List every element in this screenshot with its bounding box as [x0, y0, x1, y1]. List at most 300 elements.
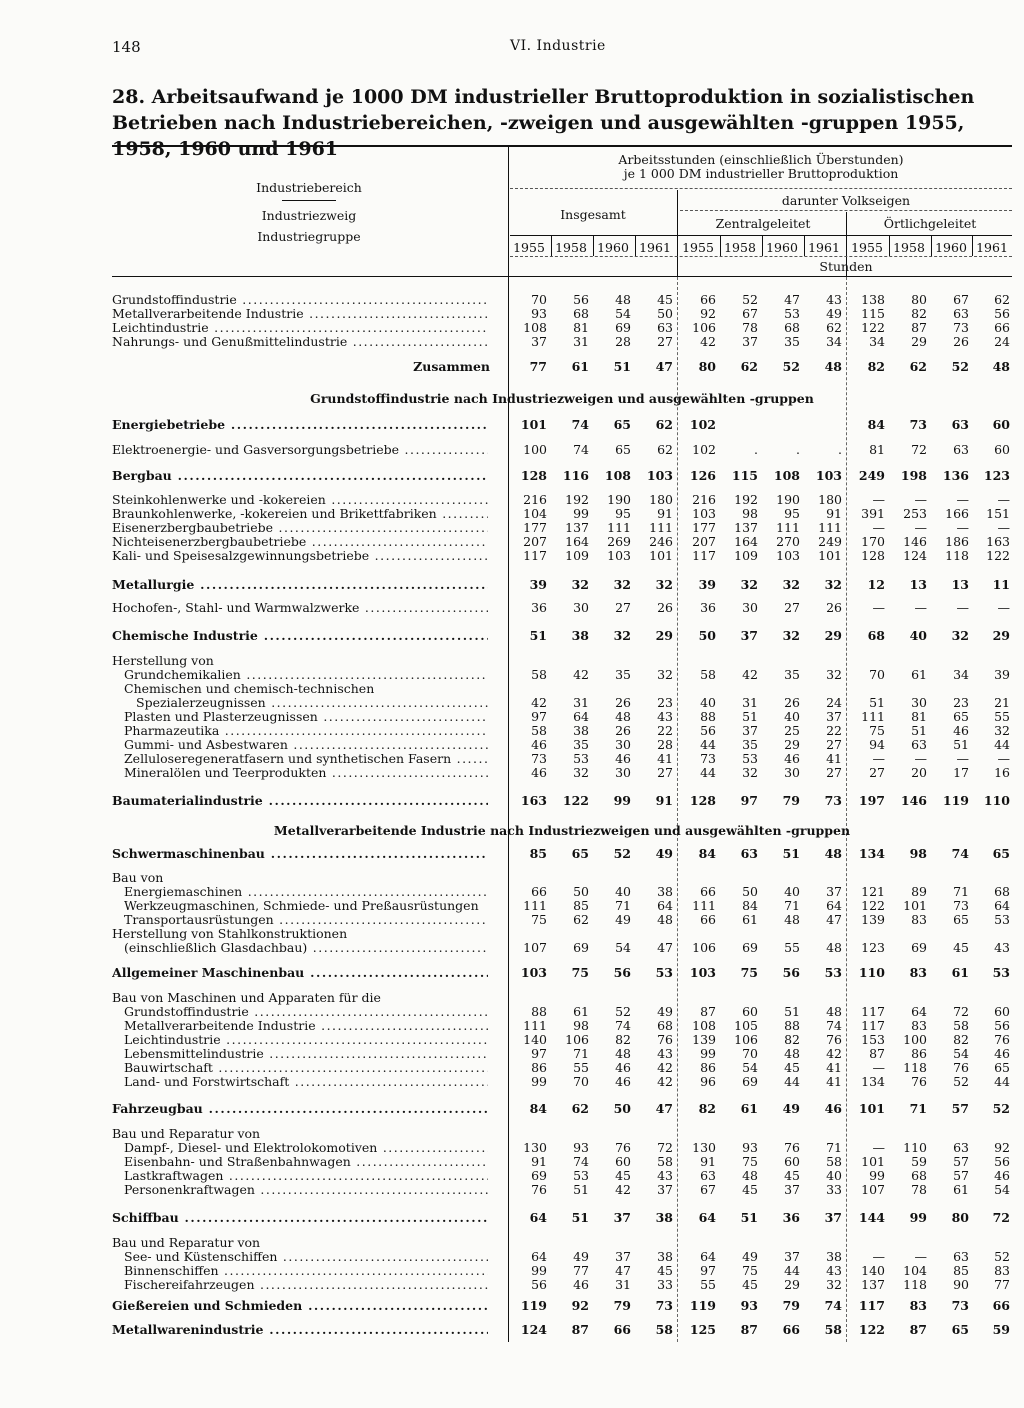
value-cell: 72 — [911, 442, 927, 457]
value-cell: 61 — [911, 667, 927, 682]
value-cell: 25 — [784, 723, 800, 738]
table-row — [112, 293, 1012, 307]
value-cell: 52 — [951, 359, 969, 374]
value-cell: 49 — [655, 846, 673, 861]
value-cell: 97 — [700, 1263, 716, 1278]
value-cell: 48 — [615, 292, 631, 307]
value-cell: 52 — [992, 1101, 1010, 1116]
value-cell: 48 — [615, 1046, 631, 1061]
value-cell: 65 — [951, 1322, 969, 1337]
value-cell: 62 — [571, 1101, 589, 1116]
value-cell: 186 — [945, 534, 969, 549]
value-cell: 75 — [742, 1154, 758, 1169]
value-cell: 137 — [734, 520, 758, 535]
top-rule — [112, 145, 1012, 147]
value-cell: 190 — [607, 492, 631, 507]
value-cell: — — [956, 751, 969, 766]
value-cell: 84 — [529, 1101, 547, 1116]
value-cell: 38 — [657, 884, 673, 899]
section-heading-metall: Metallverarbeitende Industrie nach Industriezweigen und ausgewählten -gruppen — [273, 823, 851, 838]
value-cell: — — [956, 492, 969, 507]
value-cell: 65 — [992, 846, 1010, 861]
value-cell: 87 — [740, 1322, 758, 1337]
value-cell: 76 — [784, 1140, 800, 1155]
value-cell: 136 — [942, 468, 969, 483]
value-cell: 146 — [900, 793, 927, 808]
value-cell: 63 — [740, 846, 758, 861]
value-cell: 27 — [657, 334, 673, 349]
value-cell: 30 — [911, 695, 927, 710]
value-cell: 164 — [565, 534, 589, 549]
value-cell: 45 — [784, 1168, 800, 1183]
value-cell: 37 — [657, 1182, 673, 1197]
value-cell: 166 — [945, 506, 969, 521]
value-cell: 44 — [994, 737, 1010, 752]
value-cell: 56 — [613, 965, 631, 980]
value-cell: 40 — [784, 709, 800, 724]
value-cell: 61 — [573, 1004, 589, 1019]
value-cell: 37 — [784, 1182, 800, 1197]
value-cell: 17 — [953, 765, 969, 780]
value-cell: 101 — [861, 1154, 885, 1169]
value-cell: 75 — [742, 1263, 758, 1278]
value-cell: 67 — [742, 306, 758, 321]
value-cell: 61 — [742, 912, 758, 927]
value-cell: 81 — [869, 442, 885, 457]
value-cell: 39 — [529, 577, 547, 592]
value-cell: 101 — [858, 1101, 885, 1116]
value-cell: 26 — [615, 695, 631, 710]
value-cell: 62 — [740, 359, 758, 374]
value-cell: 56 — [994, 1154, 1010, 1169]
value-cell: 138 — [861, 292, 885, 307]
year-header-cell: 1955 — [682, 240, 714, 255]
value-cell: 82 — [615, 1032, 631, 1047]
value-cell: 34 — [826, 334, 842, 349]
value-cell: 58 — [531, 667, 547, 682]
value-cell: 58 — [824, 1322, 842, 1337]
value-cell: 32 — [655, 577, 673, 592]
row-label: Chemischen und chemisch-technischen — [124, 682, 375, 696]
value-cell: 73 — [824, 793, 842, 808]
value-cell: 130 — [692, 1140, 716, 1155]
value-cell: 103 — [520, 965, 547, 980]
value-cell: 88 — [784, 1018, 800, 1033]
value-cell: 64 — [529, 1210, 547, 1225]
year-sep — [593, 236, 594, 256]
oertlich-header: Örtlichgeleitet — [883, 216, 977, 231]
value-cell: 37 — [826, 884, 842, 899]
value-cell: 74 — [615, 1018, 631, 1033]
value-cell: 73 — [951, 1298, 969, 1313]
value-cell: 75 — [531, 912, 547, 927]
value-cell: 57 — [953, 1154, 969, 1169]
value-cell: 33 — [826, 1182, 842, 1197]
value-cell: 26 — [657, 600, 673, 615]
value-cell: 106 — [734, 1032, 758, 1047]
table-row — [112, 738, 1012, 752]
value-cell: 32 — [782, 628, 800, 643]
year-header-cell: 1960 — [935, 240, 967, 255]
value-cell: 48 — [824, 846, 842, 861]
table-row — [112, 1155, 1012, 1169]
value-cell: 30 — [573, 600, 589, 615]
value-cell: 29 — [992, 628, 1010, 643]
value-cell: 42 — [700, 334, 716, 349]
value-cell: 69 — [615, 320, 631, 335]
value-cell: 47 — [655, 1101, 673, 1116]
value-cell: 42 — [742, 667, 758, 682]
row-label: Lastkraftwagen ..... — [124, 1169, 488, 1183]
value-cell: 36 — [782, 1210, 800, 1225]
value-cell: 139 — [861, 912, 885, 927]
value-cell: 43 — [657, 1046, 673, 1061]
table-row — [112, 549, 1012, 563]
value-cell: 58 — [655, 1322, 673, 1337]
value-cell: 95 — [784, 506, 800, 521]
row-label: Gummi- und Asbestwaren ..... — [124, 738, 488, 752]
value-cell: 98 — [909, 846, 927, 861]
row-label: Hochofen-, Stahl- und Warmwalzwerke ..... — [112, 601, 488, 615]
value-cell: 16 — [994, 765, 1010, 780]
value-cell: 246 — [649, 534, 673, 549]
value-cell: 84 — [742, 898, 758, 913]
value-cell: 99 — [613, 793, 631, 808]
value-cell: 69 — [911, 940, 927, 955]
value-cell: 40 — [826, 1168, 842, 1183]
value-cell: 40 — [700, 695, 716, 710]
volkseigen-header: darunter Volkseigen — [781, 193, 911, 208]
value-cell: 37 — [613, 1210, 631, 1225]
header-bottom-rule — [112, 276, 1012, 277]
value-cell: 39 — [994, 667, 1010, 682]
row-label: Elektroenergie- und Gasversorgungsbetriebe ..... — [112, 443, 488, 457]
value-cell: 97 — [531, 1046, 547, 1061]
value-cell: 37 — [742, 723, 758, 738]
table-row — [112, 1075, 1012, 1089]
value-cell: 32 — [782, 577, 800, 592]
value-cell: 44 — [700, 737, 716, 752]
row-label: Spezialerzeugnissen ..... — [136, 696, 488, 710]
value-cell: 93 — [740, 1298, 758, 1313]
value-cell: 26 — [615, 723, 631, 738]
value-cell: 49 — [826, 306, 842, 321]
value-cell: 116 — [562, 468, 589, 483]
value-cell: 43 — [826, 292, 842, 307]
table-row — [112, 899, 1012, 913]
value-cell: 51 — [571, 1210, 589, 1225]
value-cell: 95 — [615, 506, 631, 521]
table-row — [112, 710, 1012, 724]
value-cell: 106 — [692, 320, 716, 335]
value-cell: 73 — [909, 417, 927, 432]
table-title: 28. Arbeitsaufwand je 1000 DM industrieller Bruttoproduktion in sozialistischen Betrieben nach Industriebereichen, -zweigen und ausgewählten -gruppen 1955, 1958, 1960 und 1961 — [112, 86, 975, 160]
value-cell: 207 — [692, 534, 716, 549]
value-cell: 64 — [573, 709, 589, 724]
row-label: See- und Küstenschiffen ..... — [124, 1250, 488, 1264]
value-cell: 48 — [615, 709, 631, 724]
value-cell: 91 — [700, 1154, 716, 1169]
table-row — [112, 941, 1012, 955]
value-cell: 101 — [818, 548, 842, 563]
value-cell: 64 — [700, 1249, 716, 1264]
value-cell: 87 — [571, 1322, 589, 1337]
value-cell: 177 — [523, 520, 547, 535]
value-cell: — — [997, 751, 1010, 766]
value-cell: 68 — [911, 1168, 927, 1183]
value-cell: 91 — [657, 506, 673, 521]
year-sep — [762, 236, 763, 256]
year-sep — [551, 236, 552, 256]
value-cell: 140 — [523, 1032, 547, 1047]
value-cell: 24 — [994, 334, 1010, 349]
header-dash-3 — [510, 256, 1012, 257]
row-label: Lebensmittelindustrie ..... — [124, 1047, 488, 1061]
value-cell: 65 — [613, 417, 631, 432]
row-label: (einschließlich Glasdachbau) ..... — [124, 941, 488, 955]
year-sep — [972, 236, 973, 256]
row-label: Zusammen — [413, 360, 490, 374]
value-cell: 42 — [657, 1074, 673, 1089]
value-cell: 92 — [700, 306, 716, 321]
value-cell: 43 — [657, 1168, 673, 1183]
value-cell: 103 — [689, 965, 716, 980]
value-cell: 37 — [826, 709, 842, 724]
value-cell: 137 — [565, 520, 589, 535]
year-header-cell: 1961 — [808, 240, 840, 255]
year-header-cell: 1958 — [724, 240, 756, 255]
value-cell: 111 — [649, 520, 673, 535]
value-cell: 55 — [994, 709, 1010, 724]
value-cell: 163 — [520, 793, 547, 808]
value-cell: 50 — [742, 884, 758, 899]
value-cell: 35 — [615, 667, 631, 682]
table-row — [112, 1183, 1012, 1197]
value-cell: 48 — [784, 912, 800, 927]
value-cell: 40 — [615, 884, 631, 899]
value-cell: 59 — [992, 1322, 1010, 1337]
value-cell: 82 — [953, 1032, 969, 1047]
value-cell: 83 — [994, 1263, 1010, 1278]
value-cell: 177 — [692, 520, 716, 535]
value-cell: 70 — [869, 667, 885, 682]
value-cell: 13 — [951, 577, 969, 592]
value-cell: 83 — [911, 1018, 927, 1033]
value-cell: 76 — [615, 1140, 631, 1155]
value-cell: 62 — [994, 292, 1010, 307]
value-cell: 47 — [784, 292, 800, 307]
value-cell: 35 — [573, 737, 589, 752]
value-cell: 124 — [520, 1322, 547, 1337]
value-cell: 50 — [573, 884, 589, 899]
value-cell: 42 — [615, 1182, 631, 1197]
value-cell: — — [872, 751, 885, 766]
value-cell: 31 — [573, 334, 589, 349]
value-cell: 51 — [573, 1182, 589, 1197]
value-cell: — — [914, 1249, 927, 1264]
value-cell: 119 — [520, 1298, 547, 1313]
value-cell: . — [754, 442, 758, 457]
value-cell: 32 — [613, 577, 631, 592]
value-cell: 92 — [571, 1298, 589, 1313]
value-cell: 117 — [692, 548, 716, 563]
year-header-cell: 1961 — [976, 240, 1008, 255]
row-label: Grundstoffindustrie ..... — [124, 1005, 488, 1019]
value-cell: 53 — [824, 965, 842, 980]
value-cell: 77 — [529, 359, 547, 374]
value-cell: 108 — [604, 468, 631, 483]
value-cell: 60 — [994, 1004, 1010, 1019]
value-cell: 207 — [523, 534, 547, 549]
row-label: Braunkohlenwerke, -kokereien und Brikettfabriken ..... — [112, 507, 488, 521]
table-row — [112, 913, 1012, 927]
value-cell: 108 — [523, 320, 547, 335]
row-label: Herstellung von — [112, 654, 214, 668]
table-row — [112, 991, 1012, 1005]
value-cell: 48 — [784, 1046, 800, 1061]
value-cell: 253 — [903, 506, 927, 521]
value-cell: — — [956, 520, 969, 535]
value-cell: 52 — [613, 846, 631, 861]
row-label: Bergbau ..... — [112, 469, 488, 483]
value-cell: 22 — [826, 723, 842, 738]
value-cell: 43 — [657, 709, 673, 724]
value-cell: 48 — [824, 359, 842, 374]
value-cell: 47 — [657, 940, 673, 955]
value-cell: 86 — [531, 1060, 547, 1075]
value-cell: 30 — [742, 600, 758, 615]
value-cell: — — [872, 520, 885, 535]
value-cell: 42 — [826, 1046, 842, 1061]
value-cell: 99 — [531, 1263, 547, 1278]
value-cell: 29 — [784, 1277, 800, 1292]
value-cell: 46 — [531, 737, 547, 752]
value-cell: 56 — [531, 1277, 547, 1292]
value-cell: 49 — [657, 1004, 673, 1019]
value-cell: — — [872, 492, 885, 507]
value-cell: 32 — [740, 577, 758, 592]
row-label: Nahrungs- und Genußmittelindustrie ..... — [112, 335, 488, 349]
value-cell: 23 — [657, 695, 673, 710]
year-header-cell: 1961 — [639, 240, 671, 255]
value-cell: 26 — [953, 334, 969, 349]
value-cell: 45 — [953, 940, 969, 955]
value-cell: 65 — [571, 846, 589, 861]
row-label: Leichtindustrie ..... — [124, 1033, 488, 1047]
value-cell: 27 — [826, 765, 842, 780]
value-cell: 54 — [615, 306, 631, 321]
value-cell: 87 — [911, 320, 927, 335]
value-cell: 11 — [992, 577, 1010, 592]
value-cell: 56 — [782, 965, 800, 980]
year-header-cell: 1958 — [555, 240, 587, 255]
table-row — [112, 668, 1012, 682]
value-cell: 75 — [869, 723, 885, 738]
table-row — [112, 1250, 1012, 1264]
value-cell: 27 — [826, 737, 842, 752]
value-cell: 66 — [700, 884, 716, 899]
value-cell: — — [956, 600, 969, 615]
row-label: Bau und Reparatur von — [112, 1127, 261, 1141]
value-cell: 46 — [784, 751, 800, 766]
value-cell: 62 — [826, 320, 842, 335]
value-cell: 35 — [784, 334, 800, 349]
value-cell: 197 — [858, 793, 885, 808]
value-cell: 91 — [655, 793, 673, 808]
year-top-rule — [510, 235, 1012, 236]
row-label: Zelluloseregeneratfasern und synthetischen Fasern ..... — [124, 752, 488, 766]
value-cell: 122 — [861, 320, 885, 335]
value-cell: 88 — [700, 709, 716, 724]
value-cell: 73 — [953, 320, 969, 335]
value-cell: 74 — [951, 846, 969, 861]
value-cell: 125 — [689, 1322, 716, 1337]
value-cell: 64 — [911, 1004, 927, 1019]
value-cell: 85 — [529, 846, 547, 861]
value-cell: 66 — [700, 912, 716, 927]
value-cell: 51 — [742, 709, 758, 724]
value-cell: 98 — [742, 506, 758, 521]
value-cell: 83 — [909, 965, 927, 980]
value-cell: 109 — [565, 548, 589, 563]
value-cell: 69 — [742, 940, 758, 955]
value-cell: 68 — [867, 628, 885, 643]
value-cell: 110 — [983, 793, 1010, 808]
value-cell: 58 — [700, 667, 716, 682]
row-label: Chemische Industrie ..... — [112, 629, 488, 643]
row-label: Steinkohlenwerke und -kokereien ..... — [112, 493, 488, 507]
value-cell: 32 — [826, 1277, 842, 1292]
value-cell: 109 — [734, 548, 758, 563]
value-cell: 91 — [531, 1154, 547, 1169]
value-cell: 74 — [824, 1298, 842, 1313]
header-dash-1 — [510, 188, 1012, 189]
value-cell: 60 — [994, 442, 1010, 457]
value-cell: . — [838, 442, 842, 457]
value-cell: 216 — [692, 492, 716, 507]
zentral-header: Zentralgeleitet — [715, 216, 811, 231]
value-cell: 151 — [986, 506, 1010, 521]
value-cell: 28 — [615, 334, 631, 349]
value-cell: 29 — [784, 737, 800, 752]
value-cell: 96 — [700, 1074, 716, 1089]
value-cell: 53 — [992, 965, 1010, 980]
row-label: Plasten und Plasterzeugnissen ..... — [124, 710, 488, 724]
value-cell: 47 — [615, 1263, 631, 1278]
value-cell: 71 — [909, 1101, 927, 1116]
value-cell: 79 — [782, 1298, 800, 1313]
value-cell: — — [914, 751, 927, 766]
value-cell: 28 — [657, 737, 673, 752]
value-cell: 29 — [911, 334, 927, 349]
value-cell: 27 — [657, 765, 673, 780]
page-number: 148 — [112, 38, 141, 56]
value-cell: 66 — [782, 1322, 800, 1337]
value-cell: 190 — [776, 492, 800, 507]
value-cell: 86 — [700, 1060, 716, 1075]
value-cell: 45 — [742, 1182, 758, 1197]
value-cell: 110 — [903, 1140, 927, 1155]
value-cell: 79 — [782, 793, 800, 808]
value-cell: 48 — [742, 1168, 758, 1183]
table-row — [112, 507, 1012, 521]
value-cell: 103 — [607, 548, 631, 563]
value-cell: 70 — [531, 292, 547, 307]
value-cell: 128 — [861, 548, 885, 563]
row-label: Kali- und Speisesalzgewinnungsbetriebe ..... — [112, 549, 488, 563]
value-cell: 117 — [861, 1004, 885, 1019]
value-cell: 51 — [953, 737, 969, 752]
